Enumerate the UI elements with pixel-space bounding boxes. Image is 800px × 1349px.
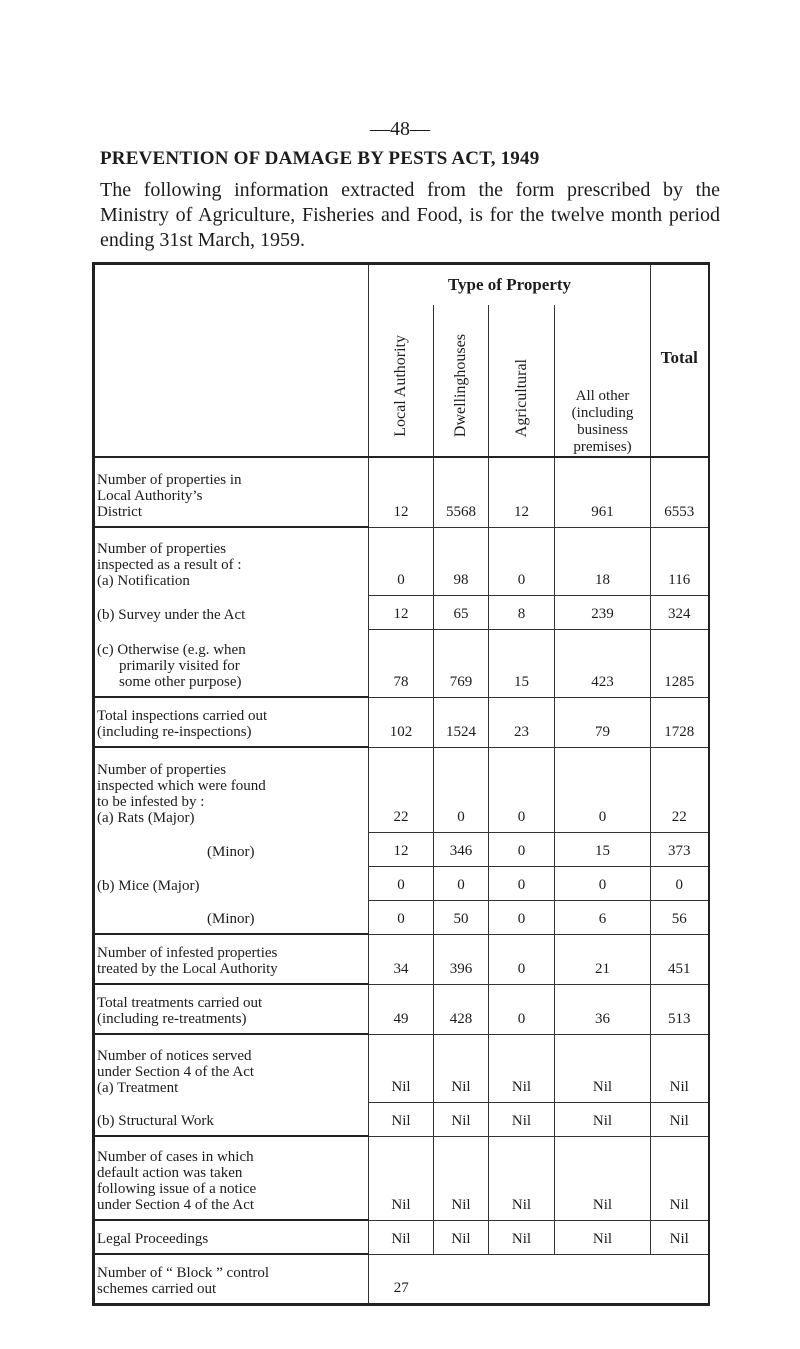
cell-value: 0 [489,832,555,866]
cell-value: 12 [369,595,434,629]
cell-value: 12 [369,457,434,527]
cell-value: 423 [555,629,651,697]
row-label [94,1220,369,1254]
cell-value: Nil [434,1220,489,1254]
row-label-line: Number of properties [97,541,227,557]
cell-value: 65 [434,595,489,629]
cell-value: Nil [555,1136,651,1220]
table-row [94,866,709,900]
table-row [94,747,709,832]
cell-value: Nil [434,1136,489,1220]
row-label-line: (Minor) [207,844,255,860]
table-row [94,457,709,527]
cell-value: 451 [651,934,709,984]
cell-value: 373 [651,832,709,866]
row-label-line: (a) Treatment [97,1080,179,1096]
row-label [94,1034,369,1102]
row-label-line: (including re-inspections) [97,724,252,740]
cell-value: 6 [555,900,651,934]
cell-value: 1285 [651,629,709,697]
cell-value: 0 [434,747,489,832]
cell-value: Nil [369,1220,434,1254]
cell-value: Nil [651,1136,709,1220]
cell-value: 50 [434,900,489,934]
cell-value: 961 [555,457,651,527]
cell-value: 12 [489,457,555,527]
row-label [94,1136,369,1220]
row-label-line: (including re-treatments) [97,1011,247,1027]
cell-value: Nil [489,1102,555,1136]
empty-cell [489,1254,555,1304]
row-label [94,984,369,1034]
cell-value: Nil [369,1136,434,1220]
type-of-property-header: Type of Property [369,264,651,306]
row-label-line: Legal Proceedings [97,1231,209,1247]
cell-value: 0 [434,866,489,900]
cell-value: 239 [555,595,651,629]
local-authority-header: Local Authority [369,305,434,457]
row-label-line: District [97,504,142,520]
table-row [94,527,709,595]
row-label-line: Number of properties in [97,472,242,488]
cell-value: 0 [651,866,709,900]
cell-value: 18 [555,527,651,595]
row-label-line: Number of properties [97,762,227,778]
cell-value: 396 [434,934,489,984]
cell-value: 23 [489,697,555,747]
row-label-line: Number of cases in which [97,1149,254,1165]
cell-value: 22 [369,747,434,832]
cell-value: Nil [489,1220,555,1254]
row-label [94,527,369,595]
row-label-line: Number of notices served [97,1048,252,1064]
page-title: PREVENTION OF DAMAGE BY PESTS ACT, 1949 [100,148,540,169]
cell-value: 102 [369,697,434,747]
cell-value: 0 [369,900,434,934]
cell-value: 98 [434,527,489,595]
cell-value: 0 [555,747,651,832]
all-other-header: All other (including business premises) [555,305,651,457]
row-label-line: some other purpose) [119,674,242,690]
table-row [94,629,709,697]
table-row [94,900,709,934]
cell-value: 78 [369,629,434,697]
cell-value: 79 [555,697,651,747]
row-label-line: (a) Rats (Major) [97,810,195,826]
cell-value: Nil [651,1220,709,1254]
cell-value: 513 [651,984,709,1034]
table-row [94,1220,709,1254]
empty-cell [555,1254,651,1304]
cell-value: 15 [489,629,555,697]
total-header: Total [651,264,709,458]
cell-value: 428 [434,984,489,1034]
row-label [94,832,369,866]
cell-value: 36 [555,984,651,1034]
cell-value: 0 [369,866,434,900]
intro-paragraph: The following information extracted from the form prescribed by the Ministry of Agriculture, Fisheries and Food, is for the twelve month period ending 31st March, 1959. [100,179,720,251]
cell-value: 1524 [434,697,489,747]
row-label [94,595,369,629]
cell-value: 8 [489,595,555,629]
cell-value: Nil [369,1034,434,1102]
row-label-line: (b) Structural Work [97,1113,214,1129]
cell-value: 0 [369,527,434,595]
row-label [94,1102,369,1136]
row-label-line: (b) Survey under the Act [97,607,246,623]
row-label-line: (b) Mice (Major) [97,878,200,894]
row-label [94,934,369,984]
table-row [94,595,709,629]
pest-statistics-table [92,262,710,1306]
row-label-line: (Minor) [207,911,255,927]
row-label-line: (a) Notification [97,573,190,589]
row-label-line: schemes carried out [97,1280,217,1297]
row-label-line: inspected as a result of : [97,557,242,573]
cell-value: 15 [555,832,651,866]
cell-value: Nil [489,1034,555,1102]
row-label-line: inspected which were found [97,778,266,794]
empty-cell [434,1254,489,1304]
row-label [94,866,369,900]
agricultural-header: Agricultural [489,305,555,457]
cell-value: 1728 [651,697,709,747]
cell-value: 769 [434,629,489,697]
cell-value: 5568 [434,457,489,527]
row-label-line: (c) Otherwise (e.g. when [97,642,246,658]
cell-value: 0 [489,984,555,1034]
row-label-line: treated by the Local Authority [97,961,278,977]
cell-value: 0 [489,527,555,595]
cell-value: 0 [555,866,651,900]
row-label [94,747,369,832]
cell-value: Nil [555,1034,651,1102]
cell-value: Nil [555,1220,651,1254]
row-label-line: under Section 4 of the Act [97,1197,255,1213]
cell-value: 0 [489,900,555,934]
row-label [94,1254,369,1304]
row-label [94,697,369,747]
cell-value: 324 [651,595,709,629]
cell-value: Nil [434,1034,489,1102]
cell-value: 346 [434,832,489,866]
table-row [94,1034,709,1102]
cell-value: 56 [651,900,709,934]
cell-value: Nil [434,1102,489,1136]
row-label-line: under Section 4 of the Act [97,1064,255,1080]
cell-value: Nil [555,1102,651,1136]
table-row [94,832,709,866]
row-label [94,457,369,527]
cell-value: 21 [555,934,651,984]
table-row [94,1254,709,1304]
row-label-line: to be infested by : [97,794,205,810]
table-row [94,1102,709,1136]
cell-value: Nil [369,1102,434,1136]
cell-value: 0 [489,866,555,900]
cell-value: 22 [651,747,709,832]
cell-value: 49 [369,984,434,1034]
cell-value: Nil [651,1034,709,1102]
cell-value: 0 [489,934,555,984]
table-row [94,984,709,1034]
row-label [94,900,369,934]
cell-value: 34 [369,934,434,984]
row-label-line: default action was taken [97,1165,243,1181]
cell-value: 6553 [651,457,709,527]
page-number: —48— [370,118,430,140]
row-label-line: primarily visited for [119,658,240,674]
table-row [94,1136,709,1220]
cell-value: 27 [369,1254,434,1304]
cell-value: 12 [369,832,434,866]
header-corner [94,264,369,458]
cell-value: Nil [489,1136,555,1220]
table-row [94,697,709,747]
cell-value: Nil [651,1102,709,1136]
row-label-line: Number of infested properties [97,945,278,961]
row-label-line: Total inspections carried out [97,708,268,724]
dwellinghouses-header: Dwellinghouses [434,305,489,457]
table-row [94,934,709,984]
row-label-line: Number of “ Block ” control [97,1264,270,1281]
empty-cell [651,1254,709,1304]
cell-value: 116 [651,527,709,595]
row-label-line: following issue of a notice [97,1181,257,1197]
row-label-line: Local Authority’s [97,488,203,504]
row-label-line: Total treatments carried out [97,995,263,1011]
row-label [94,629,369,697]
cell-value: 0 [489,747,555,832]
